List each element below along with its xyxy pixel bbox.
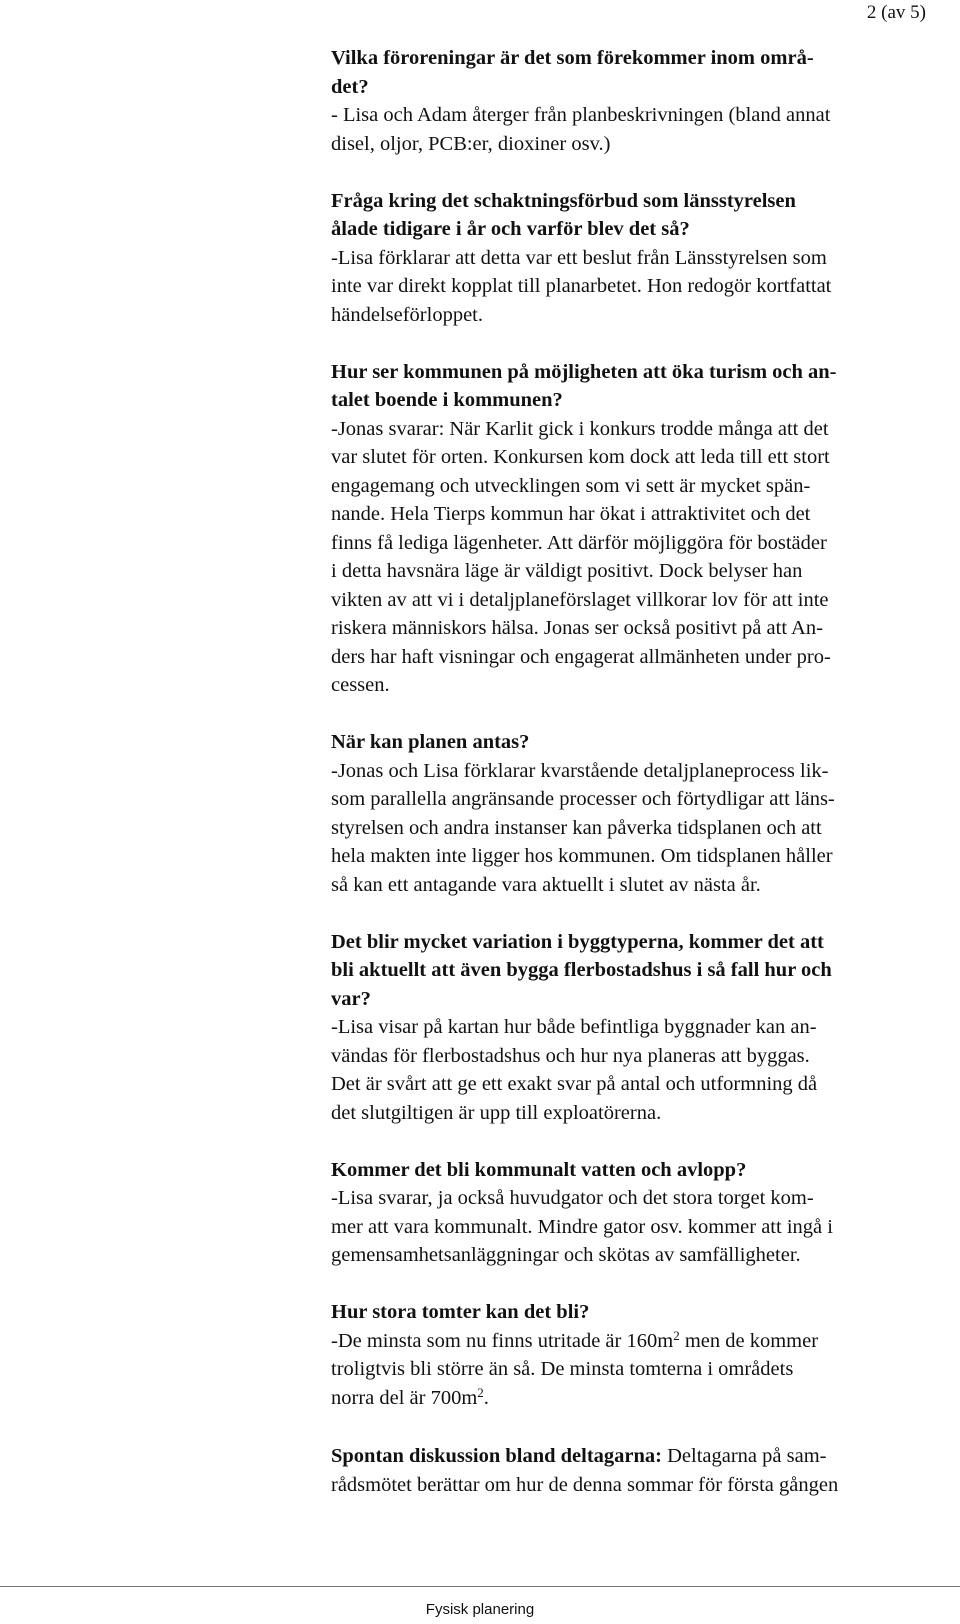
answer-text: -Lisa förklarar att detta var ett beslut från Länsstyrelsen som inte var direkt kopplat till planarbetet. Hon redogör kortfattat händelseförloppet. bbox=[331, 246, 832, 326]
answer-text: -Lisa svarar, ja också huvudgator och det stora torget kom- mer att vara kommunalt. Mindre gator osv. kommer att ingå i gemensamhetsanläggningar och skötas av samfälligheter. bbox=[331, 1187, 833, 1266]
answer-text: -Jonas svarar: När Karlit gick i konkurs trodde många att det var slutet för orten. Konkursen kom dock att leda till ett stort engagemang och utvecklingen som vi sett är mycket spän- nande. Hela Tierps kommun har ökat i attraktivitet och det finns få lediga lägenheter. Att därför möjliggöra för bostäder i detta havsnära läge är väldigt positivt. Dock belyser han vikten av att vi i detaljplaneförslaget villkorar lov för att inte riskera människors hälsa. Jonas ser också positivt på att An- ders har haft visningar och engagerat allmänheten under pro- cessen. bbox=[331, 417, 831, 696]
question-heading: Det blir mycket variation i byggtyperna, kommer det att bli aktuellt att även bygga flerbostadshus i så fall hur och var? bbox=[331, 930, 832, 1010]
document-body bbox=[331, 44, 960, 1499]
question-heading: Hur stora tomter kan det bli? bbox=[331, 1301, 590, 1323]
superscript: 2 bbox=[477, 1384, 484, 1400]
spontan-heading: Spontan diskussion bland deltagarna: bbox=[331, 1445, 662, 1467]
footer-divider bbox=[0, 1586, 960, 1587]
page-number: 2 (av 5) bbox=[866, 2, 926, 23]
superscript: 2 bbox=[673, 1327, 680, 1343]
question-heading: När kan planen antas? bbox=[331, 731, 530, 753]
spontan-paragraph: Spontan diskussion bland deltagarna: Deltagarna på sam- rådsmötet berättar om hur de denna sommar för första gången bbox=[331, 1445, 839, 1496]
question-heading: Hur ser kommunen på möjligheten att öka turism och an- talet boende i kommunen? bbox=[331, 360, 837, 411]
question-heading: Vilka föroreningar är det som förekommer inom områ- det? bbox=[331, 47, 814, 98]
question-heading: Kommer det bli kommunalt vatten och avlopp? bbox=[331, 1158, 747, 1181]
answer-text: -Jonas och Lisa förklarar kvarstående detaljplaneprocess lik- som parallella angränsande processer och förtydligar att läns- styrelsen och andra instanser kan påverka tidsplanen och att hela makten inte ligger hos kommunen. Om tidsplanen håller så kan ett antagande vara aktuellt i slutet av nästa år. bbox=[331, 759, 835, 896]
footer-text: Fysisk planering bbox=[425, 1601, 535, 1618]
answer-text: -De minsta som nu finns utritade är $160m^2$ men de kommer troligtvis bli större än så. De minsta tomterna i områdets norra del är $700m^2$. bbox=[331, 1327, 819, 1409]
answer-text: -Lisa visar på kartan hur både befintliga byggnader kan an- vändas för flerbostadshus och hur nya planeras att byggas. Det är svårt att ge ett exakt svar på antal och utformning då det slutgiltigen är upp till exploatörerna. bbox=[331, 1016, 818, 1124]
answer-text: - Lisa och Adam återger från planbeskrivningen (bland annat disel, oljor, PCB:er, dioxiner osv.) bbox=[331, 104, 831, 155]
question-heading: Fråga kring det schaktningsförbud som länsstyrelsen ålade tidigare i år och varför blev det så? bbox=[331, 189, 796, 240]
